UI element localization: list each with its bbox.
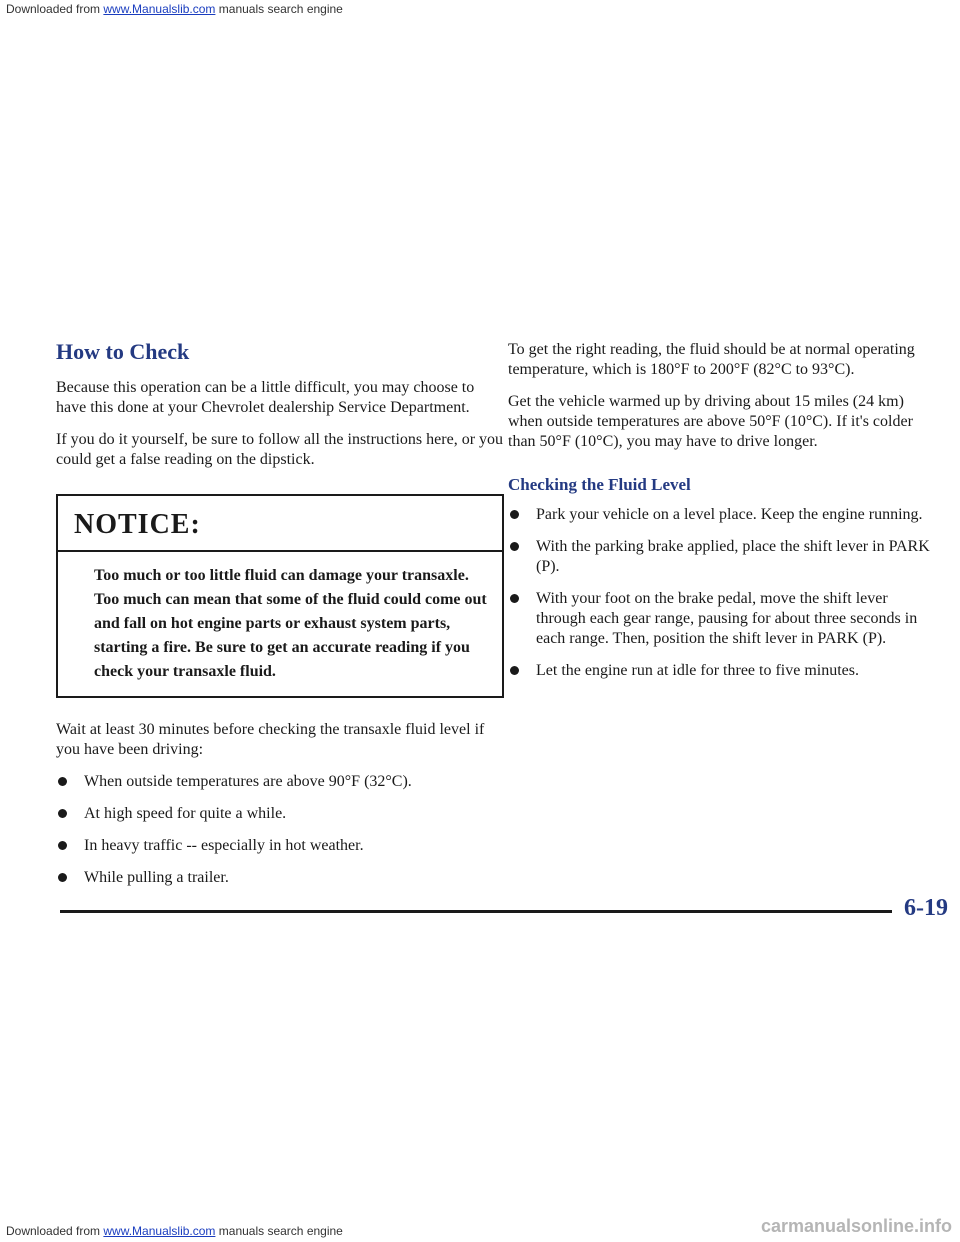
notice-heading: NOTICE:: [58, 496, 502, 552]
right-column: [508, 338, 940, 693]
bullet-icon: [58, 809, 67, 818]
page-number: 6-19: [904, 895, 948, 921]
list-item-text: Let the engine run at idle for three to five minutes.: [536, 662, 859, 679]
list-item-text: In heavy traffic -- especially in hot weather.: [84, 837, 364, 854]
wait-paragraph: Wait at least 30 minutes before checking the transaxle fluid level if you have been driving:: [56, 721, 485, 758]
banner-prefix: Downloaded from: [6, 2, 104, 16]
bullet-icon: [510, 594, 519, 603]
notice-body: Too much or too little fluid can damage your transaxle. Too much can mean that some of the fluid could come out and fall on hot engine parts or exhaust system parts, starting a fire. Be sure to get an accurate reading if you check your transaxle fluid.: [94, 567, 487, 680]
list-item-text: When outside temperatures are above 90°F (32°C).: [84, 773, 412, 790]
instructions-paragraph: If you do it yourself, be sure to follow all the instructions here, or you could get a false reading on the dipstick.: [56, 431, 504, 468]
intro-paragraph: Because this operation can be a little difficult, you may choose to have this done at your Chevrolet dealership Service Department.: [56, 379, 475, 416]
banner-prefix: Downloaded from: [6, 1224, 104, 1238]
list-item-text: With your foot on the brake pedal, move the shift lever through each gear range, pausing for about three seconds in each range. Then, position the shift lever in PARK (P).: [536, 590, 918, 647]
list-item-text: Park your vehicle on a level place. Keep the engine running.: [536, 506, 923, 523]
manualslib-link[interactable]: www.Manualslib.com: [103, 2, 216, 16]
download-banner-bottom: [6, 1224, 343, 1238]
list-item: [56, 772, 504, 792]
bullet-icon: [58, 777, 67, 786]
watermark: carmanualsonline.info: [760, 1216, 952, 1236]
list-item-text: While pulling a trailer.: [84, 869, 229, 886]
list-item: [508, 505, 940, 525]
notice-box: [56, 494, 504, 698]
list-item-text: With the parking brake applied, place the shift lever in PARK (P).: [536, 538, 930, 575]
download-banner-top: [6, 2, 343, 16]
bullet-icon: [510, 666, 519, 675]
list-item: [56, 868, 504, 888]
banner-suffix: manuals search engine: [215, 2, 343, 16]
driving-conditions-list: [56, 772, 504, 888]
list-item: [508, 589, 940, 649]
bullet-icon: [58, 841, 67, 850]
list-item: [508, 661, 940, 681]
section-title-how-to-check: How to Check: [56, 339, 190, 364]
list-item: [56, 804, 504, 824]
checking-steps-list: [508, 505, 940, 681]
warm-up-paragraph: Get the vehicle warmed up by driving about 15 miles (24 km) when outside temperatures are above 50°F (10°C). If it's colder than 50°F (10°C), you may have to drive longer.: [508, 393, 913, 450]
bullet-icon: [510, 510, 519, 519]
left-column: [56, 338, 504, 900]
banner-suffix: manuals search engine: [215, 1224, 343, 1238]
list-item-text: At high speed for quite a while.: [84, 805, 287, 822]
bullet-icon: [58, 873, 67, 882]
footer-rule: [60, 910, 892, 913]
subsection-title-checking-fluid-level: Checking the Fluid Level: [508, 475, 691, 494]
manualslib-link[interactable]: www.Manualslib.com: [103, 1224, 216, 1238]
list-item: [56, 836, 504, 856]
temperature-paragraph: To get the right reading, the fluid should be at normal operating temperature, which is 180°F to 200°F (82°C to 93°C).: [508, 341, 915, 378]
list-item: [508, 537, 940, 577]
bullet-icon: [510, 542, 519, 551]
